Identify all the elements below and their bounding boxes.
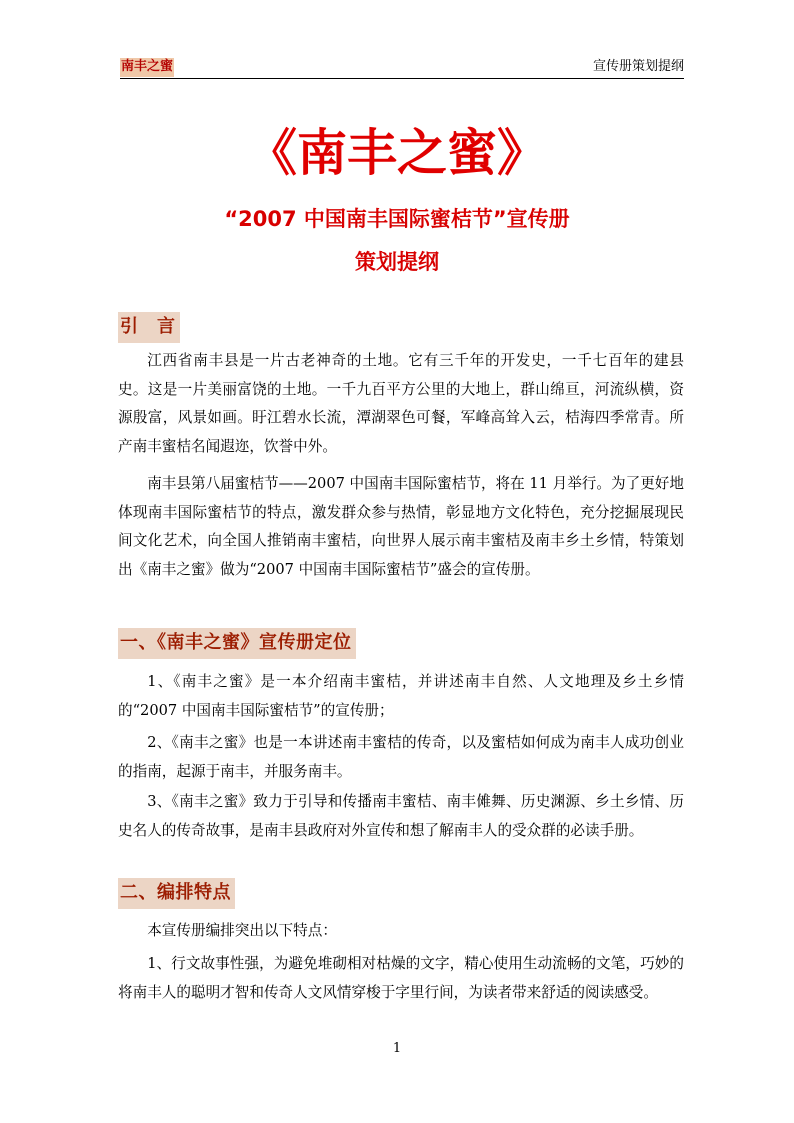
section-1-paragraph-3: 3、《南丰之蜜》致力于引导和传播南丰蜜桔、南丰傩舞、历史渊源、乡土乡情、历史名人的传奇故事，是南丰县政府对外宣传和想了解南丰人的受众群的必读手册。	[118, 793, 684, 839]
page-header	[120, 58, 684, 79]
section-1-paragraph-1: 1、《南丰之蜜》是一本介绍南丰蜜桔，并讲述南丰自然、人文地理及乡土乡情的“2007 中国南丰国际蜜桔节”的宣传册；	[118, 673, 684, 719]
section-2-paragraph-2: 1、行文故事性强，为避免堆砌相对枯燥的文字，精心使用生动流畅的文笔，巧妙的将南丰人的聪明才智和传奇人文风情穿梭于字里行间，为读者带来舒适的阅读感受。	[118, 955, 684, 1001]
header-right-title: 宣传册策划提纲	[592, 59, 684, 74]
document-subtitle: “2007 中国南丰国际蜜桔节”宣传册	[224, 207, 570, 231]
section-1-paragraph-2: 2、《南丰之蜜》也是一本讲述南丰蜜桔的传奇，以及蜜桔如何成为南丰人成功创业的指南，起源于南丰，并服务南丰。	[118, 734, 684, 780]
document-subtitle-2: 策划提纲	[355, 250, 439, 274]
header-left-title: 南丰之蜜	[120, 58, 174, 77]
document-title: 《南丰之蜜》	[247, 124, 547, 182]
section-heading-intro: 引 言	[118, 312, 180, 343]
intro-paragraph-1: 江西省南丰县是一片古老神奇的土地。它有三千年的开发史，一千七百年的建县史。这是一片美丽富饶的土地。一千九百平方公里的大地上，群山绵亘，河流纵横，资源殷富，风景如画。盱江碧水长流，潭湖翠色可餐，军峰高耸入云，桔海四季常青。所产南丰蜜桔名闻遐迩，饮誉中外。	[118, 352, 684, 455]
intro-paragraph-2: 南丰县第八届蜜桔节——2007 中国南丰国际蜜桔节，将在 11 月举行。为了更好地体现南丰国际蜜桔节的特点，激发群众参与热情，彰显地方文化特色，充分挖掘展现民间文化艺术，向全国人推销南丰蜜桔，向世界人展示南丰蜜桔及南丰乡土乡情，特策划出《南丰之蜜》做为“2007 中国南丰国际蜜桔节”盛会的宣传册。	[118, 475, 684, 578]
section-2-paragraph-1: 本宣传册编排突出以下特点：	[147, 922, 337, 939]
section-heading-1: 一、《南丰之蜜》宣传册定位	[118, 628, 356, 659]
section-heading-2: 二、编排特点	[118, 878, 235, 909]
page-number: 1	[392, 1041, 402, 1056]
